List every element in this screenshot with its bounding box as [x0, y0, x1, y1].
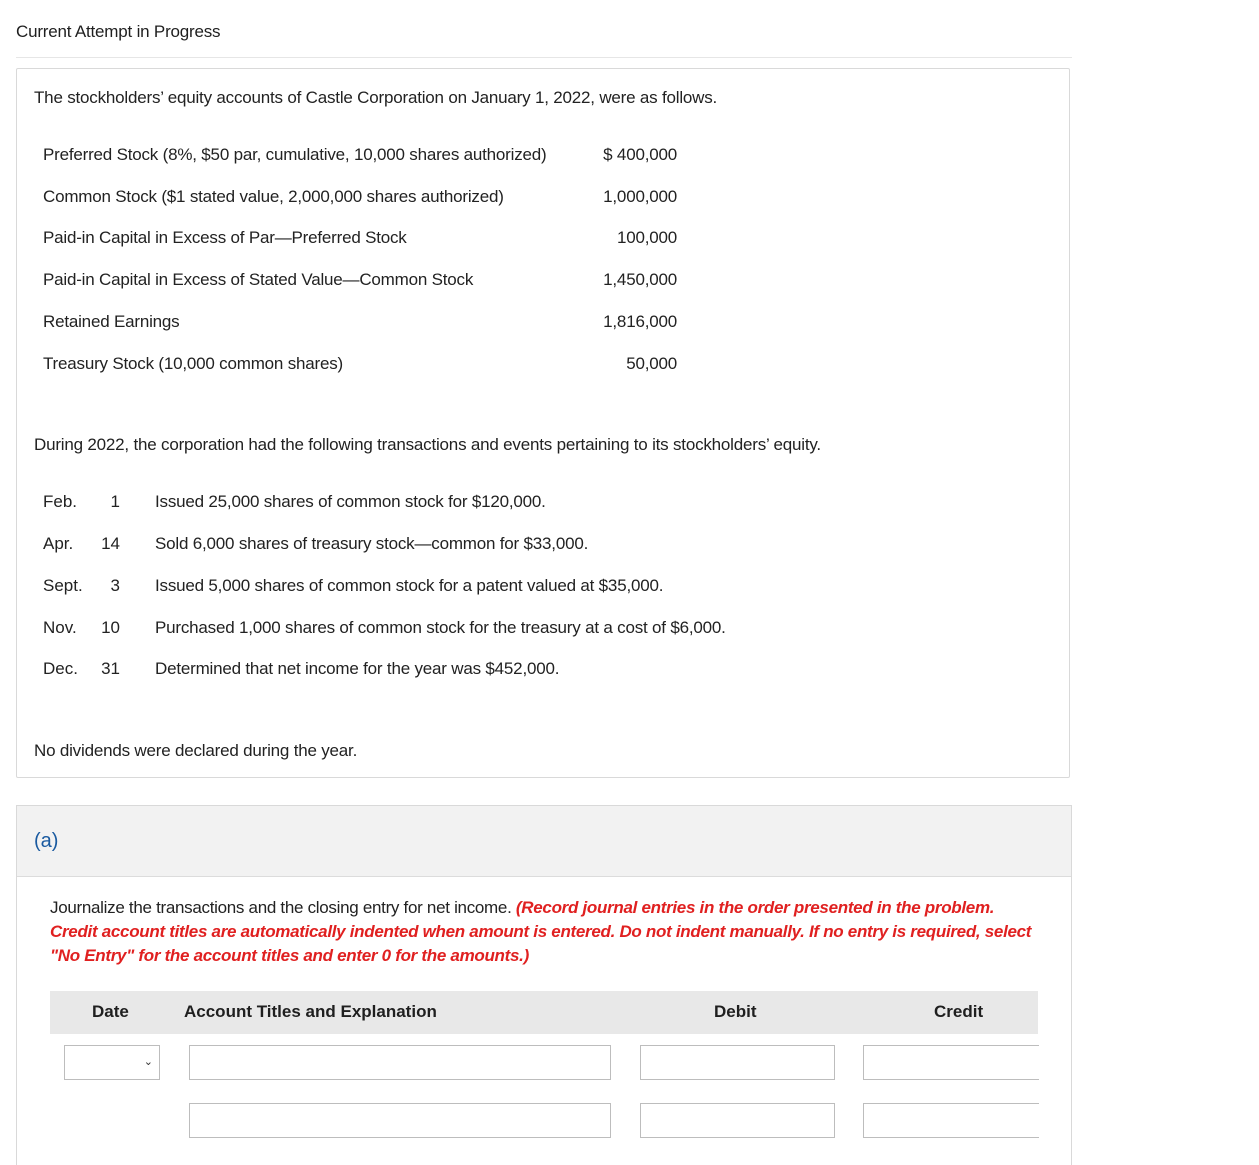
- column-header-credit: Credit: [934, 1002, 984, 1021]
- equity-label-treasury-stock: Treasury Stock (10,000 common shares): [43, 354, 343, 373]
- column-header-date: Date: [92, 1002, 129, 1021]
- transaction-month: Apr.: [43, 534, 74, 553]
- column-header-debit: Debit: [714, 1002, 757, 1021]
- transaction-day: 1: [110, 492, 120, 511]
- equity-value-preferred-stock: $ 400,000: [603, 145, 677, 164]
- journal-instructions: [50, 896, 1040, 968]
- equity-value-pic-common: 1,450,000: [603, 270, 677, 289]
- credit-input[interactable]: [863, 1103, 1039, 1138]
- transactions-intro: During 2022, the corporation had the following transactions and events pertaining to its stockholders’ equity.: [34, 435, 821, 454]
- transaction-description: Sold 6,000 shares of treasury stock—common for $33,000.: [155, 534, 589, 553]
- debit-input[interactable]: [640, 1045, 835, 1080]
- transaction-description: Determined that net income for the year was $452,000.: [155, 659, 560, 678]
- column-header-account: Account Titles and Explanation: [184, 1002, 437, 1021]
- transaction-description: Issued 5,000 shares of common stock for a patent valued at $35,000.: [155, 576, 664, 595]
- transaction-day: 31: [101, 659, 120, 678]
- transaction-month: Feb.: [43, 492, 78, 511]
- equity-value-common-stock: 1,000,000: [603, 187, 677, 206]
- transaction-month: Dec.: [43, 659, 78, 678]
- equity-label-pic-common: Paid-in Capital in Excess of Stated Value—Common Stock: [43, 270, 474, 289]
- transaction-month: Sept.: [43, 576, 83, 595]
- debit-input[interactable]: [640, 1103, 835, 1138]
- transaction-month: Nov.: [43, 618, 77, 637]
- part-a-panel: [16, 805, 1072, 1165]
- attempt-header: Current Attempt in Progress: [16, 22, 221, 41]
- closing-note: No dividends were declared during the year.: [34, 741, 358, 760]
- equity-value-pic-preferred: 100,000: [616, 228, 677, 247]
- instructions-warning: (Record journal entries in the order presented in the problem. Credit account titles are automatically indented when amount is entered. Do not indent manually. If no entry is required, select "No Entry" for the account titles and enter 0 for the amounts.): [50, 898, 1032, 965]
- transaction-day: 3: [110, 576, 120, 595]
- account-title-input[interactable]: [189, 1103, 611, 1138]
- transaction-description: Issued 25,000 shares of common stock for $120,000.: [155, 492, 546, 511]
- problem-intro: The stockholders’ equity accounts of Castle Corporation on January 1, 2022, were as follows.: [34, 88, 718, 107]
- equity-value-retained-earnings: 1,816,000: [603, 312, 677, 331]
- account-title-input[interactable]: [189, 1045, 611, 1080]
- transaction-day: 10: [101, 618, 120, 637]
- equity-label-preferred-stock: Preferred Stock (8%, $50 par, cumulative, 10,000 shares authorized): [43, 145, 547, 164]
- transaction-description: Purchased 1,000 shares of common stock for the treasury at a cost of $6,000.: [155, 618, 726, 637]
- date-select[interactable]: [64, 1045, 160, 1080]
- credit-input[interactable]: [863, 1045, 1039, 1080]
- problem-panel: [16, 68, 1070, 778]
- transaction-day: 14: [101, 534, 120, 553]
- equity-value-treasury-stock: 50,000: [626, 354, 677, 373]
- header-divider: [16, 57, 1072, 58]
- journal-table-header: [50, 991, 1038, 1034]
- part-label: (a): [34, 830, 59, 852]
- equity-label-pic-preferred: Paid-in Capital in Excess of Par—Preferred Stock: [43, 228, 407, 247]
- equity-label-retained-earnings: Retained Earnings: [43, 312, 180, 331]
- instructions-text: Journalize the transactions and the closing entry for net income.: [50, 898, 516, 917]
- chevron-down-icon: ⌄: [143, 1056, 153, 1068]
- part-a-header: [17, 806, 1071, 877]
- equity-label-common-stock: Common Stock ($1 stated value, 2,000,000 shares authorized): [43, 187, 504, 206]
